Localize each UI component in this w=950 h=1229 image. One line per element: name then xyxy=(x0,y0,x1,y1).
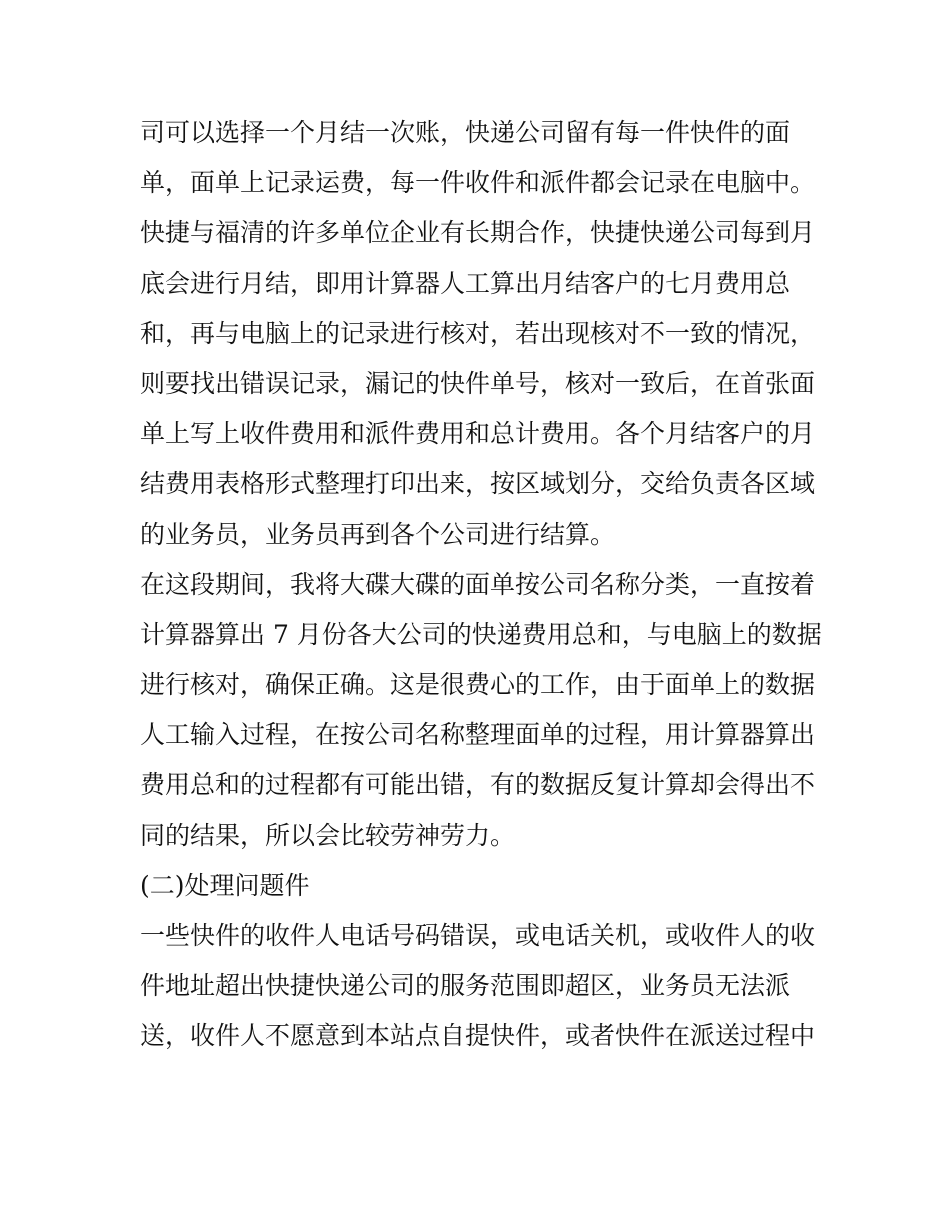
text-line: 司可以选择一个月结一次账，快递公司留有每一件快件的面 xyxy=(140,118,791,147)
text-line: 进行核对，确保正确。这是很费心的工作，由于面单上的数据 xyxy=(140,670,816,700)
text-line: 快捷与福清的许多单位企业有长期合作，快捷快递公司每到月 xyxy=(140,218,816,248)
text-line: 底会进行月结，即用计算器人工算出月结客户的七月费用总 xyxy=(140,268,791,298)
section-heading: (二)处理问题件 xyxy=(140,870,310,900)
text-line: 则要找出错误记录，漏记的快件单号，核对一致后，在首张面 xyxy=(140,368,816,398)
text-line: 在这段期间，我将大碟大碟的面单按公司名称分类，一直按着 xyxy=(140,569,816,599)
text-line: 费用总和的过程都有可能出错，有的数据反复计算却会得出不 xyxy=(140,770,816,800)
text-line: 单上写上收件费用和派件费用和总计费用。各个月结客户的月 xyxy=(140,419,816,449)
body-text xyxy=(140,108,820,1062)
text-line: 和，再与电脑上的记录进行核对，若出现核对不一致的情况， xyxy=(140,318,816,348)
text-line: 的业务员，业务员再到各个公司进行结算。 xyxy=(140,519,616,549)
text-line: 一些快件的收件人电话号码错误，或电话关机，或收件人的收 xyxy=(140,921,816,950)
text-line: 同的结果，所以会比较劳神劳力。 xyxy=(140,820,516,850)
text-line: 送，收件人不愿意到本站点自提快件，或者快件在派送过程中 xyxy=(140,1021,816,1051)
text-line: 件地址超出快捷快递公司的服务范围即超区，业务员无法派 xyxy=(140,971,791,1001)
text-line: 单，面单上记录运费，每一件收件和派件都会记录在电脑中。 xyxy=(140,168,816,198)
text-line: 结费用表格形式整理打印出来，按区域划分，交给负责各区域 xyxy=(140,469,816,499)
text-line: 计算器算出 7 月份各大公司的快递费用总和，与电脑上的数据 xyxy=(140,619,822,649)
text-line: 人工输入过程，在按公司名称整理面单的过程，用计算器算出 xyxy=(140,720,816,750)
